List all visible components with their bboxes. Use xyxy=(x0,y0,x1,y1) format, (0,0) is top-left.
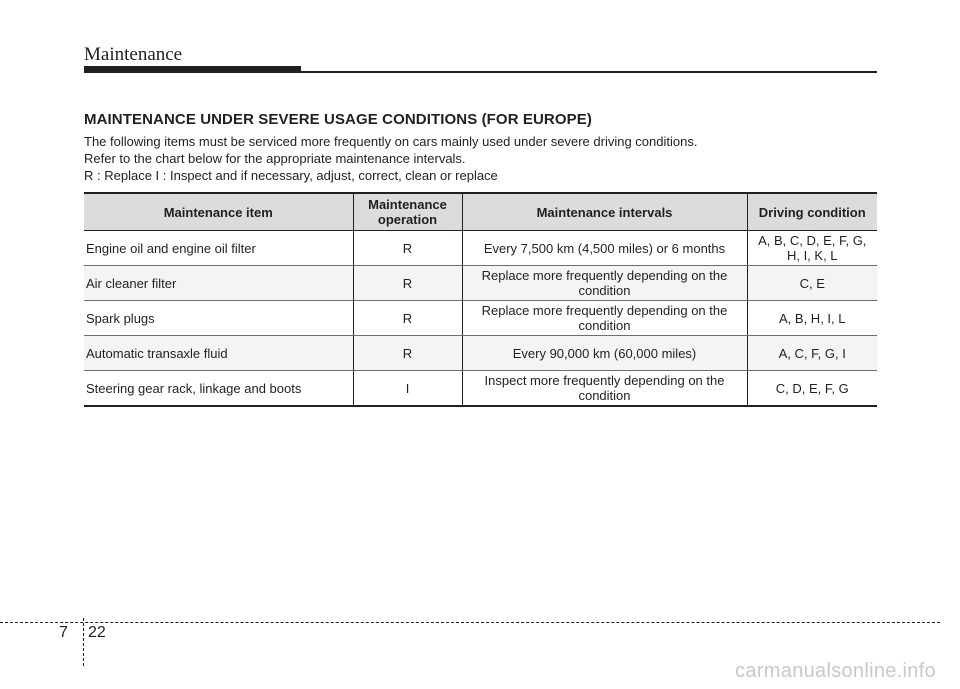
cell-item: Spark plugs xyxy=(84,301,353,336)
cell-item: Steering gear rack, linkage and boots xyxy=(84,371,353,407)
watermark: carmanualsonline.info xyxy=(735,660,936,682)
intro-line-1: The following items must be serviced more frequently on cars mainly used under severe driving conditions. xyxy=(84,134,698,149)
page-header-title: Maintenance xyxy=(84,44,183,65)
page-number: 22 xyxy=(88,624,106,641)
table-row xyxy=(84,336,877,371)
cell-operation: R xyxy=(353,266,462,301)
intro-text xyxy=(84,133,697,184)
cell-operation: R xyxy=(353,301,462,336)
cell-item: Automatic transaxle fluid xyxy=(84,336,353,371)
header-accent-bar xyxy=(84,66,301,73)
cell-condition: A, B, H, I, L xyxy=(747,301,877,336)
cell-operation: R xyxy=(353,336,462,371)
cell-condition: A, B, C, D, E, F, G, H, I, K, L xyxy=(747,231,877,266)
cell-operation: I xyxy=(353,371,462,407)
table-row xyxy=(84,301,877,336)
header-maintenance-item: Maintenance item xyxy=(84,193,353,231)
intro-line-2: Refer to the chart below for the appropriate maintenance intervals. xyxy=(84,151,466,166)
cell-condition: C, D, E, F, G xyxy=(747,371,877,407)
header-maintenance-intervals: Maintenance intervals xyxy=(462,193,747,231)
header-maintenance-operation: Maintenance operation xyxy=(353,193,462,231)
header-driving-condition: Driving condition xyxy=(747,193,877,231)
maintenance-table xyxy=(84,192,877,407)
cell-item: Engine oil and engine oil filter xyxy=(84,231,353,266)
section-title: MAINTENANCE UNDER SEVERE USAGE CONDITIONS (FOR EUROPE) xyxy=(84,111,592,128)
cell-item: Air cleaner filter xyxy=(84,266,353,301)
cell-condition: A, C, F, G, I xyxy=(747,336,877,371)
table-header-row xyxy=(84,193,877,231)
chapter-number: 7 xyxy=(59,624,68,641)
footer-dashed-rule xyxy=(0,622,940,623)
cell-condition: C, E xyxy=(747,266,877,301)
table-row xyxy=(84,231,877,266)
cell-interval: Inspect more frequently depending on the condition xyxy=(462,371,747,407)
footer-dashed-divider xyxy=(83,618,84,666)
cell-interval: Every 7,500 km (4,500 miles) or 6 months xyxy=(462,231,747,266)
legend-line: R : Replace I : Inspect and if necessary, adjust, correct, clean or replace xyxy=(84,168,498,183)
cell-interval: Replace more frequently depending on the condition xyxy=(462,301,747,336)
header-rule xyxy=(301,71,877,73)
cell-interval: Every 90,000 km (60,000 miles) xyxy=(462,336,747,371)
table-row xyxy=(84,371,877,407)
table-row xyxy=(84,266,877,301)
cell-operation: R xyxy=(353,231,462,266)
cell-interval: Replace more frequently depending on the condition xyxy=(462,266,747,301)
